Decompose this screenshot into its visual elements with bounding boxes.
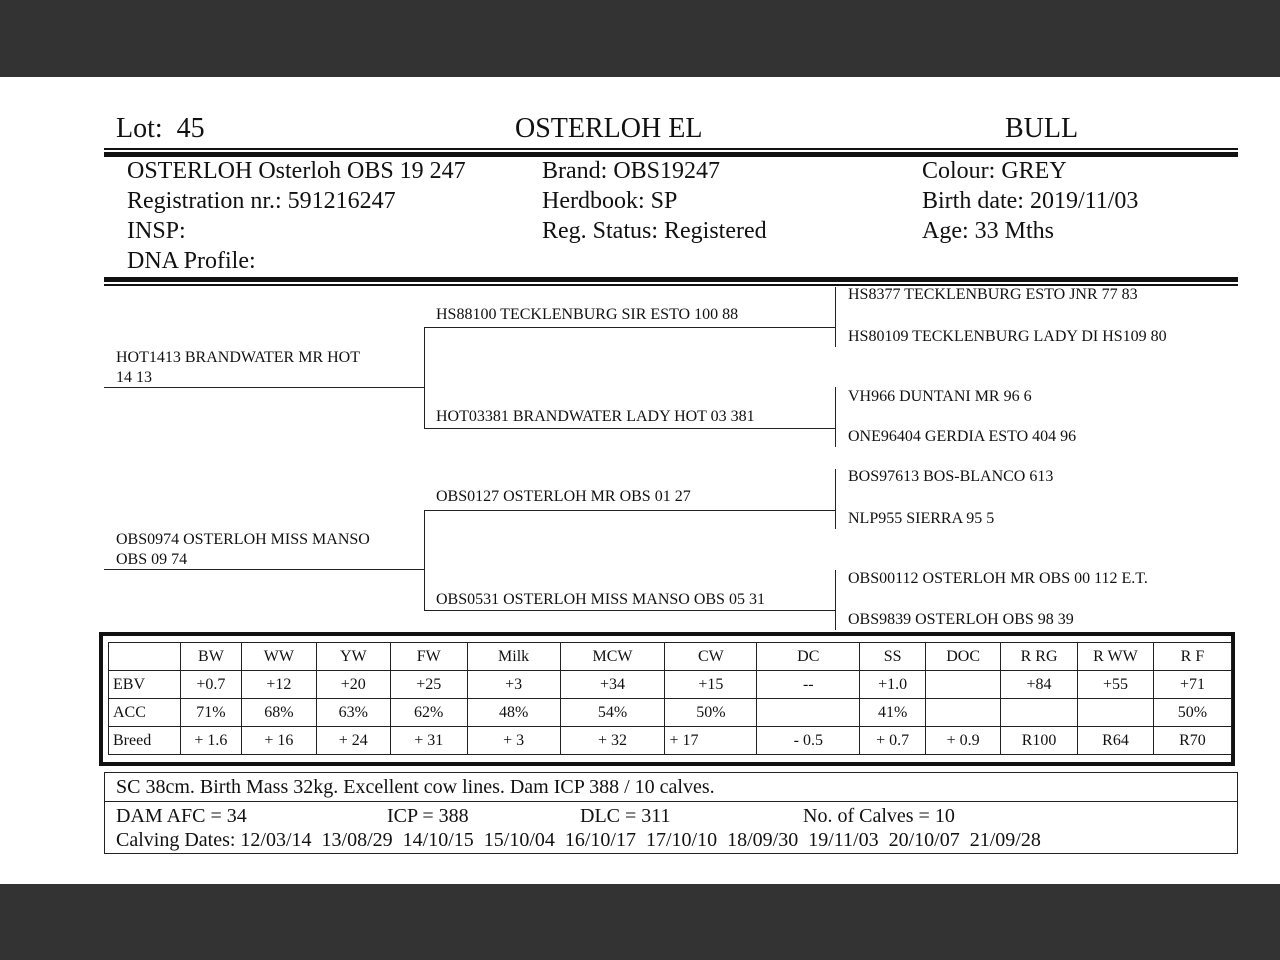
table-cell: + 31 [390, 727, 467, 755]
insp-field: INSP: [127, 218, 186, 244]
column-header: R F [1153, 643, 1231, 671]
row-label: ACC [109, 699, 181, 727]
reg-status: Reg. Status: Registered [542, 218, 767, 244]
herdbook: Herdbook: SP [542, 188, 678, 214]
column-header [109, 643, 181, 671]
row-label: EBV [109, 671, 181, 699]
dam-name-line2: OBS 09 74 [116, 551, 188, 568]
breed-row [109, 727, 1232, 755]
sire-name [116, 348, 360, 388]
column-header: FW [390, 643, 467, 671]
table-cell: +55 [1078, 671, 1154, 699]
dd-bracket [835, 570, 836, 630]
column-header: R WW [1078, 643, 1154, 671]
table-cell: +0.7 [180, 671, 241, 699]
ggp-name: HS8377 TECKLENBURG ESTO JNR 77 83 [848, 286, 1138, 303]
table-cell [926, 699, 1001, 727]
dam-sire-line [424, 510, 836, 511]
table-cell: -- [757, 671, 860, 699]
table-cell: 54% [560, 699, 665, 727]
birth-date: Birth date: 2019/11/03 [922, 188, 1139, 214]
notes-divider [104, 801, 1238, 802]
column-header: DOC [926, 643, 1001, 671]
table-cell: +15 [665, 671, 757, 699]
top-dark-bar [0, 0, 1280, 77]
column-header: CW [665, 643, 757, 671]
table-cell: + 3 [467, 727, 560, 755]
row-label: Breed [109, 727, 181, 755]
table-cell [1001, 699, 1078, 727]
column-header: YW [316, 643, 390, 671]
ebv-row [109, 671, 1232, 699]
table-cell: +1.0 [860, 671, 926, 699]
full-name: OSTERLOH Osterloh OBS 19 247 [127, 158, 466, 184]
table-cell: R70 [1153, 727, 1231, 755]
header-rule-thin [104, 148, 1238, 150]
table-cell: +84 [1001, 671, 1078, 699]
table-cell: + 24 [316, 727, 390, 755]
table-cell: 71% [180, 699, 241, 727]
header-rule-thick [104, 152, 1238, 157]
dam-afc: DAM AFC = 34 [116, 805, 247, 827]
ggp-name: ONE96404 GERDIA ESTO 404 96 [848, 428, 1077, 445]
table-cell [926, 671, 1001, 699]
ggp-name: VH966 DUNTANI MR 96 6 [848, 388, 1032, 405]
calving-dates: Calving Dates: 12/03/14 13/08/29 14/10/15 15/10/04 16/10/17 17/10/10 18/09/30 19/11/03 20/10/07 21/09/28 [116, 829, 1041, 851]
table-cell: 50% [665, 699, 757, 727]
table-cell: +25 [390, 671, 467, 699]
ggp-name: HS80109 TECKLENBURG LADY DI HS109 80 [848, 328, 1167, 345]
column-header: DC [757, 643, 860, 671]
dam-dam-line [424, 610, 836, 611]
table-cell: + 0.7 [860, 727, 926, 755]
lot-label-text: Lot: [116, 113, 163, 144]
column-header: MCW [560, 643, 665, 671]
calves-count: No. of Calves = 10 [803, 805, 955, 827]
sd-bracket [835, 387, 836, 447]
dam-dam-name: OBS0531 OSTERLOH MISS MANSO OBS 05 31 [436, 591, 765, 608]
table-cell: + 1.6 [180, 727, 241, 755]
dam-sire-name: OBS0127 OSTERLOH MR OBS 01 27 [436, 488, 691, 505]
ebv-header-row [109, 643, 1232, 671]
table-cell: R100 [1001, 727, 1078, 755]
lot-label [116, 113, 205, 145]
table-cell: 41% [860, 699, 926, 727]
details-rule-thick [104, 277, 1238, 282]
table-cell: + 0.9 [926, 727, 1001, 755]
ss-bracket [835, 287, 836, 347]
table-cell: 62% [390, 699, 467, 727]
table-cell: +71 [1153, 671, 1231, 699]
sire-name-line1: HOT1413 BRANDWATER MR HOT [116, 349, 360, 366]
ggp-name: NLP955 SIERRA 95 5 [848, 510, 995, 527]
age: Age: 33 Mths [922, 218, 1054, 244]
table-cell: R64 [1078, 727, 1154, 755]
animal-sex: BULL [1005, 113, 1079, 144]
acc-row [109, 699, 1232, 727]
table-cell: + 17 [665, 727, 757, 755]
column-header: Milk [467, 643, 560, 671]
bottom-dark-bar [0, 884, 1280, 960]
sire-sire-line [424, 327, 836, 328]
dna-profile: DNA Profile: [127, 248, 256, 274]
colour: Colour: GREY [922, 158, 1067, 184]
table-cell: - 0.5 [757, 727, 860, 755]
comment-line: SC 38cm. Birth Mass 32kg. Excellent cow lines. Dam ICP 388 / 10 calves. [116, 776, 715, 798]
table-cell: 48% [467, 699, 560, 727]
sire-sire-name: HS88100 TECKLENBURG SIR ESTO 100 88 [436, 306, 739, 323]
table-cell [1078, 699, 1154, 727]
ggp-name: OBS00112 OSTERLOH MR OBS 00 112 E.T. [848, 570, 1148, 587]
column-header: BW [180, 643, 241, 671]
dam-name [116, 530, 370, 570]
table-cell: + 16 [241, 727, 316, 755]
table-cell [757, 699, 860, 727]
table-cell: +12 [241, 671, 316, 699]
sire-bracket [424, 327, 425, 429]
sire-name-line2: 14 13 [116, 369, 152, 386]
ebv-table [108, 642, 1232, 755]
table-cell: 68% [241, 699, 316, 727]
sire-dam-name: HOT03381 BRANDWATER LADY HOT 03 381 [436, 408, 755, 425]
table-cell: 63% [316, 699, 390, 727]
lot-number: 45 [176, 113, 205, 144]
brand: Brand: OBS19247 [542, 158, 721, 184]
table-cell: +3 [467, 671, 560, 699]
table-cell: + 32 [560, 727, 665, 755]
table-cell: +34 [560, 671, 665, 699]
sire-dam-line [424, 428, 836, 429]
animal-name: OSTERLOH EL [515, 113, 703, 144]
dam-bracket [424, 510, 425, 611]
dlc-value: DLC = 311 [580, 805, 671, 827]
registration-number: Registration nr.: 591216247 [127, 188, 396, 214]
ggp-name: OBS9839 OSTERLOH OBS 98 39 [848, 611, 1074, 628]
dam-name-line1: OBS0974 OSTERLOH MISS MANSO [116, 531, 370, 548]
column-header: WW [241, 643, 316, 671]
column-header: R RG [1001, 643, 1078, 671]
icp-value: ICP = 388 [387, 805, 469, 827]
ds-bracket [835, 469, 836, 529]
table-cell: 50% [1153, 699, 1231, 727]
column-header: SS [860, 643, 926, 671]
ggp-name: BOS97613 BOS-BLANCO 613 [848, 468, 1054, 485]
table-cell: +20 [316, 671, 390, 699]
